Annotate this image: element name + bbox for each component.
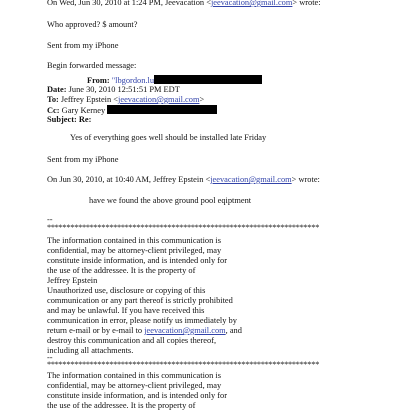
forward-cc-value: Gary Kerney: [61, 106, 106, 115]
original-body: have we found the above ground pool eqiptment: [89, 196, 252, 205]
forward-date-value: June 30, 2010 12:51:51 PM EDT: [68, 85, 180, 94]
disclaimer-1-email-link[interactable]: jeevacation@gmail.com: [144, 326, 226, 335]
disclaimer-1-line-2: confidential, may be attorney-client privileged, may: [47, 246, 222, 255]
forward-date-line: [47, 85, 180, 95]
reply-signature: Sent from my iPhone: [47, 41, 119, 50]
disclaimer-1-line-9: communication in error, please notify us immediately by: [47, 316, 237, 325]
disclaimer-1-line-6: Unauthorized use, disclosure or copying of this: [47, 286, 206, 295]
forward-subject-label: Subject:: [47, 115, 77, 124]
original-sender-email-link[interactable]: jeevacation@gmail.com: [210, 175, 292, 184]
redaction-block-cc: [107, 105, 217, 114]
reply-header-suffix: > wrote:: [292, 0, 321, 7]
original-header-suffix: > wrote:: [291, 175, 320, 184]
disclaimer-1-stars: **********************************************************************: [47, 223, 320, 232]
redaction-block-from: [154, 75, 262, 84]
disclaimer-1-line-7: communication or any part thereof is strictly prohibited: [47, 296, 233, 305]
disclaimer-1-tail-1: destroy this communication and all copies thereof,: [47, 336, 217, 345]
forward-to-suffix: >: [199, 95, 205, 104]
disclaimer-1-line-3: constitute inside information, and is intended only for: [47, 256, 228, 265]
forward-intro: Begin forwarded message:: [47, 61, 137, 70]
forward-to-line: [47, 95, 204, 105]
disclaimer-1-line-5: Jeffrey Epstein: [47, 276, 98, 285]
disclaimer-2-line-3: constitute inside information, and is intended only for: [47, 391, 228, 400]
disclaimer-2-stars: **********************************************************************: [47, 360, 320, 369]
disclaimer-1-line-4: the use of the addressee. It is the property of: [47, 266, 196, 275]
disclaimer-2-line-2: confidential, may be attorney-client privileged, may: [47, 381, 222, 390]
forward-from-value: "lbgordon.lu: [111, 76, 155, 85]
disclaimer-1-notify-prefix: return e-mail or by e-mail to: [47, 326, 145, 335]
disclaimer-1-notify-suffix: , and: [225, 326, 242, 335]
disclaimer-2-dashes: --: [47, 353, 53, 362]
forward-subject-line: [47, 115, 91, 125]
reply-header-line: [47, 0, 321, 8]
original-header-line: [47, 175, 320, 185]
forward-to-prefix: Jeffrey Epstein <: [60, 95, 119, 104]
disclaimer-1-tail-2: including all attachments.: [47, 346, 134, 355]
disclaimer-2-line-1: The information contained in this communication is: [47, 371, 221, 380]
disclaimer-1-line-1: The information contained in this communication is: [47, 236, 221, 245]
forward-to-label: To:: [47, 95, 59, 104]
reply-header-prefix: On Wed, Jun 30, 2010 at 1:24 PM, Jeevacation <: [47, 0, 211, 7]
forward-cc-label: Cc:: [47, 106, 60, 115]
disclaimer-1-notify-line: [47, 326, 242, 336]
forward-signature: Sent from my iPhone: [47, 155, 119, 164]
disclaimer-1-dashes: --: [47, 215, 53, 224]
disclaimer-1-line-8: and may be unlawful. If you have received this: [47, 306, 205, 315]
forward-date-label: Date:: [47, 85, 67, 94]
original-header-prefix: On Jun 30, 2010, at 10:40 AM, Jeffrey Epstein <: [47, 175, 211, 184]
disclaimer-2-line-4: the use of the addressee. It is the property of: [47, 401, 196, 410]
forward-to-email-link[interactable]: jeevacation@gmail.com: [118, 95, 200, 104]
reply-question: Who approved? $ amount?: [47, 20, 138, 29]
reply-sender-email-link[interactable]: jeevacation@gmail.com: [210, 0, 293, 7]
forward-from-label: From:: [87, 76, 110, 85]
forward-subject-value: Re:: [78, 115, 92, 124]
forward-body: Yes of everything goes well should be installed late Friday: [70, 133, 267, 142]
